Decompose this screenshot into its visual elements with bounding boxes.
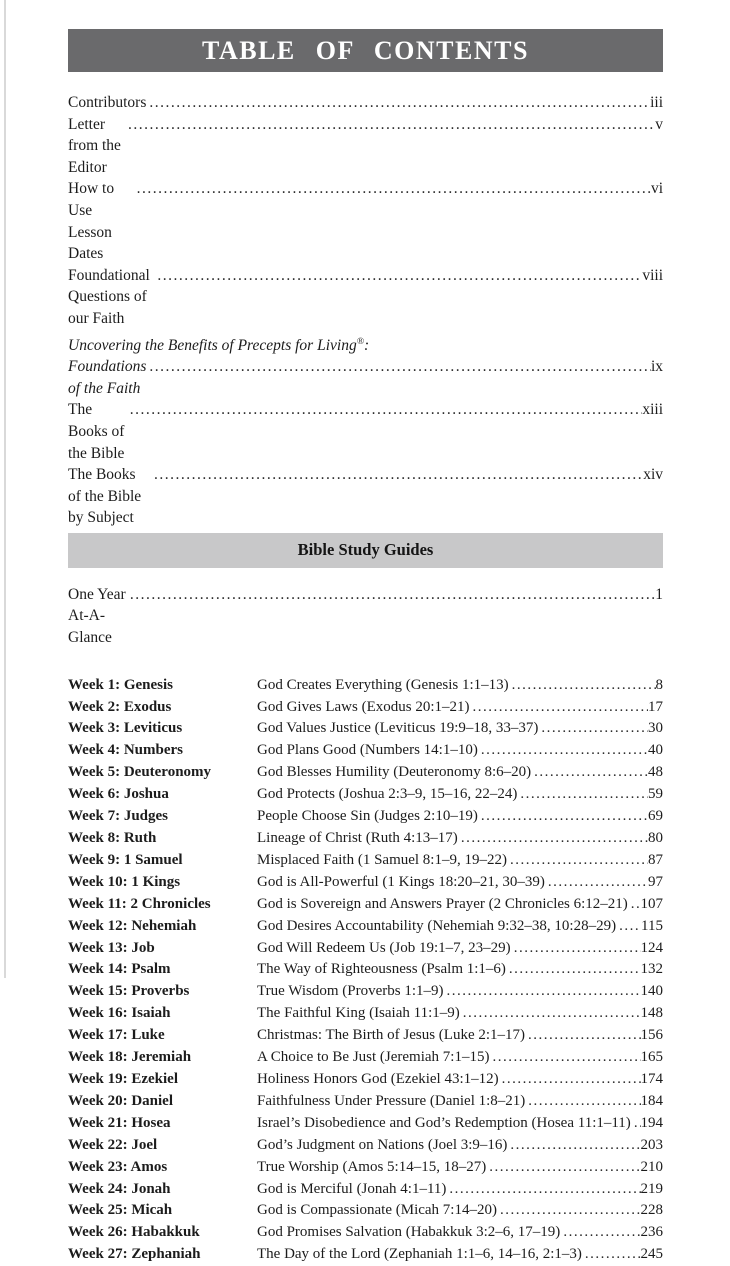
week-row <box>68 894 663 916</box>
dot-leader <box>525 1025 640 1047</box>
page-number: 140 <box>640 983 663 1000</box>
week-label: Week 2: Exodus <box>68 698 172 715</box>
page-number: 165 <box>640 1049 663 1066</box>
lesson-title: True Wisdom (Proverbs 1:1–9) <box>257 983 444 1000</box>
dot-leader <box>517 784 648 806</box>
week-label: Week 23: Amos <box>68 1158 168 1175</box>
lesson-title: God Creates Everything (Genesis 1:1–13) <box>257 676 509 693</box>
week-label: Week 19: Ezekiel <box>68 1070 178 1087</box>
week-label: Week 24: Jonah <box>68 1180 171 1197</box>
dot-leader <box>489 1047 640 1069</box>
page-number: 97 <box>648 873 663 890</box>
page-number: 8 <box>655 676 663 693</box>
dot-leader <box>460 1003 641 1025</box>
page-number: 156 <box>640 1027 663 1044</box>
lesson-title: God is Merciful (Jonah 4:1–11) <box>257 1180 447 1197</box>
week-row <box>68 1135 663 1157</box>
week-label: Week 18: Jeremiah <box>68 1049 192 1066</box>
page-number: 194 <box>640 1114 663 1131</box>
dot-leader <box>506 959 641 981</box>
week-row <box>68 1069 663 1091</box>
week-label: Week 26: Habakkuk <box>68 1224 200 1241</box>
page-number: xiii <box>642 401 663 419</box>
week-label: Week 17: Luke <box>68 1027 165 1044</box>
toc-entry-label-line1 <box>68 335 663 357</box>
page-number: 132 <box>640 961 663 978</box>
page-number: xiv <box>643 466 663 484</box>
page-number: 30 <box>648 720 663 737</box>
dot-leader <box>125 114 655 136</box>
page-number: 174 <box>640 1070 663 1087</box>
toc-entry <box>68 92 663 114</box>
week-label: Week 11: 2 Chronicles <box>68 895 211 912</box>
lesson-title: A Choice to Be Just (Jeremiah 7:1–15) <box>257 1049 490 1066</box>
week-label: Week 6: Joshua <box>68 786 169 803</box>
glance-section <box>68 584 663 649</box>
week-row <box>68 872 663 894</box>
page-number: 48 <box>648 764 663 781</box>
page-number: vi <box>650 180 663 198</box>
page-number: 59 <box>648 786 663 803</box>
lesson-title: People Choose Sin (Judges 2:10–19) <box>257 808 478 825</box>
lesson-title: Lineage of Christ (Ruth 4:13–17) <box>257 830 458 846</box>
page-number: 80 <box>648 830 663 846</box>
week-row <box>68 916 663 938</box>
lesson-title: Israel’s Disobedience and God’s Redemption (Hosea 11:1–11) <box>257 1114 631 1131</box>
dot-leader <box>151 464 643 486</box>
dot-leader <box>538 718 648 740</box>
dot-leader <box>531 762 648 784</box>
dot-leader <box>525 1091 640 1113</box>
toc-entry-label: The Books of the Bible by Subject <box>68 466 142 527</box>
week-row <box>68 1200 663 1222</box>
dot-leader <box>507 850 648 872</box>
toc-entry-label: Foundational Questions of our Faith <box>68 266 150 327</box>
week-label: Week 14: Psalm <box>68 961 171 978</box>
toc-entry-label-main: Uncovering the Benefits of Precepts for Living <box>68 336 357 354</box>
dot-leader <box>631 1113 641 1135</box>
lesson-title: God Blesses Humility (Deuteronomy 8:6–20) <box>257 764 532 781</box>
lesson-title: God is Compassionate (Micah 7:14–20) <box>257 1202 497 1219</box>
lesson-title: God Protects (Joshua 2:3–9, 15–16, 22–24) <box>257 786 518 803</box>
page-number: 69 <box>648 808 663 825</box>
week-row <box>68 1113 663 1135</box>
week-row <box>68 784 663 806</box>
lesson-title: The Faithful King (Isaiah 11:1–9) <box>257 1005 460 1022</box>
week-row <box>68 828 663 850</box>
week-row <box>68 697 663 719</box>
page-number: 219 <box>640 1180 663 1197</box>
section-header-bar <box>68 533 663 568</box>
page-number: 228 <box>640 1202 663 1219</box>
dot-leader <box>458 828 648 850</box>
week-label: Week 13: Job <box>68 939 155 956</box>
week-label: Week 27: Zephaniah <box>68 1246 201 1263</box>
toc-entry-label: One Year At-A-Glance <box>68 585 126 647</box>
page-number: 17 <box>648 698 663 715</box>
week-row <box>68 1222 663 1244</box>
page-title: TABLE OF CONTENTS <box>202 35 529 65</box>
lesson-title: The Way of Righteousness (Psalm 1:1–6) <box>257 961 506 978</box>
dot-leader <box>134 178 651 200</box>
week-row <box>68 981 663 1003</box>
toc-page-content <box>68 0 663 1266</box>
lesson-title: God Gives Laws (Exodus 20:1–21) <box>257 698 470 715</box>
week-row <box>68 718 663 740</box>
toc-entry <box>68 265 663 330</box>
toc-entry <box>68 399 663 464</box>
dot-leader <box>478 740 648 762</box>
dot-leader <box>478 806 648 828</box>
page-number: v <box>655 115 663 133</box>
dot-leader <box>127 584 655 606</box>
registered-mark: ® <box>356 335 364 347</box>
toc-entry-label-suffix: : <box>364 336 370 354</box>
dot-leader <box>127 399 643 421</box>
toc-entry-label: Contributors <box>68 94 147 111</box>
week-row <box>68 1047 663 1069</box>
toc-entry <box>68 178 663 264</box>
dot-leader <box>509 675 656 697</box>
week-row <box>68 1179 663 1201</box>
toc-entry-two-line <box>68 335 663 400</box>
dot-leader <box>146 92 650 114</box>
page-number: 40 <box>648 742 663 759</box>
dot-leader <box>582 1244 641 1266</box>
week-row <box>68 806 663 828</box>
page-number: 210 <box>640 1158 663 1175</box>
page-number: viii <box>642 266 663 284</box>
lesson-title: True Worship (Amos 5:14–15, 18–27) <box>257 1158 487 1175</box>
dot-leader <box>486 1157 640 1179</box>
dot-leader <box>154 265 642 287</box>
toc-entry <box>68 584 663 649</box>
week-label: Week 22: Joel <box>68 1136 158 1153</box>
week-row <box>68 675 663 697</box>
week-row <box>68 740 663 762</box>
week-label: Week 16: Isaiah <box>68 1005 171 1022</box>
section-header-title: Bible Study Guides <box>297 540 434 560</box>
week-row <box>68 1091 663 1113</box>
dot-leader <box>616 916 641 938</box>
week-row <box>68 762 663 784</box>
week-label: Week 3: Leviticus <box>68 720 183 737</box>
page-number: ix <box>650 358 663 376</box>
week-label: Week 4: Numbers <box>68 742 183 759</box>
page-number: iii <box>650 94 663 111</box>
page-number: 1 <box>655 585 663 603</box>
dot-leader <box>560 1222 640 1244</box>
week-label: Week 7: Judges <box>68 808 169 825</box>
page-number: 115 <box>641 917 663 934</box>
dot-leader <box>545 872 648 894</box>
week-label: Week 10: 1 Kings <box>68 873 181 890</box>
lesson-title: God is All-Powerful (1 Kings 18:20–21, 30–39) <box>257 873 545 890</box>
dot-leader <box>446 1179 640 1201</box>
toc-entry-label: Letter from the Editor <box>68 115 121 176</box>
week-row <box>68 1244 663 1266</box>
week-row <box>68 1003 663 1025</box>
page-number: 107 <box>640 895 663 912</box>
lesson-title: Christmas: The Birth of Jesus (Luke 2:1–17) <box>257 1027 526 1044</box>
toc-entry <box>68 356 663 399</box>
week-row <box>68 959 663 981</box>
page-number: 236 <box>640 1224 663 1241</box>
week-label: Week 25: Micah <box>68 1202 173 1219</box>
page-number: 148 <box>640 1005 663 1022</box>
week-label: Week 12: Nehemiah <box>68 917 197 934</box>
page-edge-divider <box>4 0 6 978</box>
lesson-title: The Day of the Lord (Zephaniah 1:1–6, 14–16, 2:1–3) <box>257 1246 582 1263</box>
dot-leader <box>499 1069 641 1091</box>
week-row <box>68 1025 663 1047</box>
lesson-title: God Desires Accountability (Nehemiah 9:32–38, 10:28–29) <box>257 917 617 934</box>
toc-entry <box>68 114 663 179</box>
page-number: 245 <box>640 1246 663 1263</box>
dot-leader <box>507 1135 640 1157</box>
dot-leader <box>443 981 640 1003</box>
lesson-title: Faithfulness Under Pressure (Daniel 1:8–21) <box>257 1092 526 1109</box>
toc-entry-label: How to Use Lesson Dates <box>68 180 115 263</box>
toc-entry-label-line2: Foundations of the Faith <box>68 358 147 397</box>
week-label: Week 9: 1 Samuel <box>68 851 183 868</box>
lesson-title: God Plans Good (Numbers 14:1–10) <box>257 742 478 759</box>
dot-leader <box>511 938 641 960</box>
week-row <box>68 1157 663 1179</box>
front-matter-list <box>68 92 663 529</box>
lesson-title: Misplaced Faith (1 Samuel 8:1–9, 19–22) <box>257 851 507 868</box>
week-label: Week 1: Genesis <box>68 676 173 693</box>
lesson-title: God Values Justice (Leviticus 19:9–18, 33–37) <box>257 720 539 737</box>
page-number: 203 <box>640 1136 663 1153</box>
page-number: 87 <box>648 851 663 868</box>
toc-entry <box>68 464 663 529</box>
lesson-title: God Promises Salvation (Habakkuk 3:2–6, 17–19) <box>257 1224 561 1241</box>
week-row <box>68 938 663 960</box>
lesson-title: God’s Judgment on Nations (Joel 3:9–16) <box>257 1136 508 1153</box>
page-number: 124 <box>640 939 663 956</box>
lesson-title: Holiness Honors God (Ezekiel 43:1–12) <box>257 1070 499 1087</box>
week-label: Week 8: Ruth <box>68 830 157 846</box>
dot-leader <box>628 894 641 916</box>
page-number: 184 <box>640 1092 663 1109</box>
week-label: Week 5: Deuteronomy <box>68 764 212 781</box>
page-title-bar <box>68 29 663 72</box>
week-row <box>68 850 663 872</box>
weeks-list <box>68 675 663 1266</box>
week-label: Week 15: Proverbs <box>68 983 190 1000</box>
week-label: Week 20: Daniel <box>68 1092 173 1109</box>
dot-leader <box>146 356 651 378</box>
week-label: Week 21: Hosea <box>68 1114 171 1131</box>
dot-leader <box>497 1200 641 1222</box>
lesson-title: God Will Redeem Us (Job 19:1–7, 23–29) <box>257 939 511 956</box>
dot-leader <box>469 697 648 719</box>
toc-entry-label: The Books of the Bible <box>68 401 125 462</box>
lesson-title: God is Sovereign and Answers Prayer (2 Chronicles 6:12–21) <box>257 895 628 912</box>
